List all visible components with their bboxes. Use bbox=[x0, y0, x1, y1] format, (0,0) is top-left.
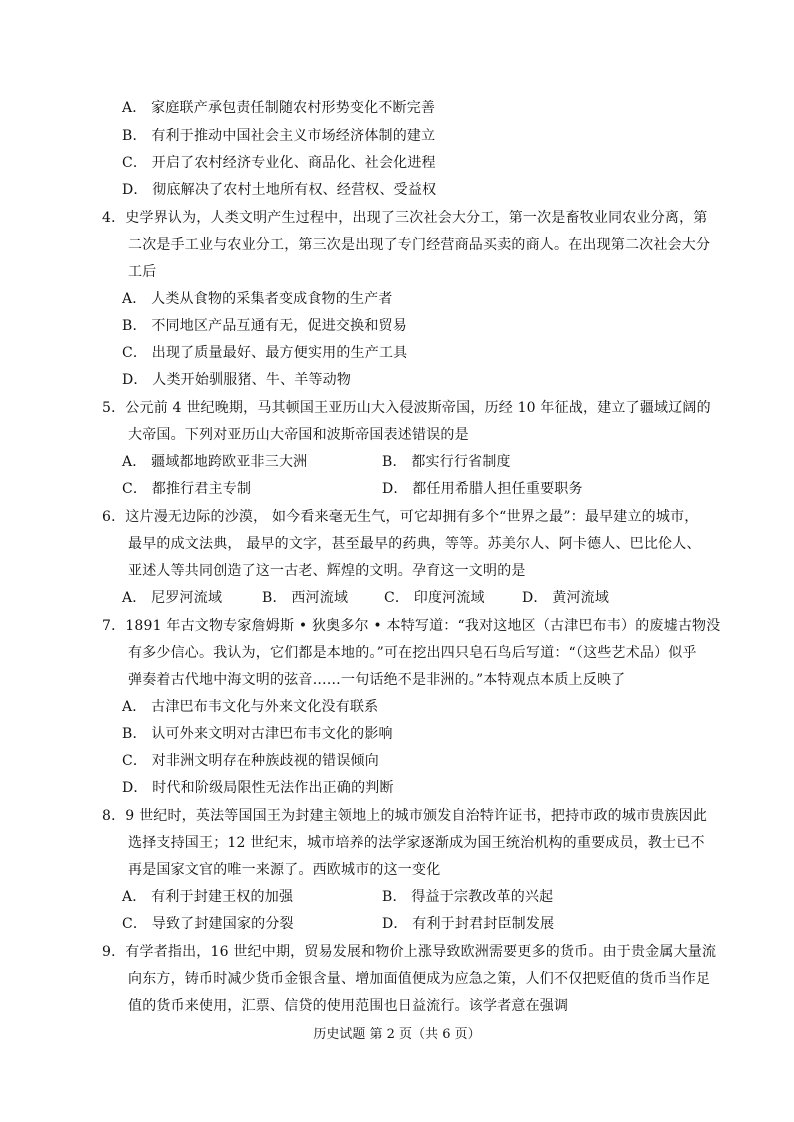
q9-stem-line-3: 值的货币来使用，汇票、信贷的使用范围也日益流行。该学者意在强调 bbox=[128, 998, 569, 1014]
q7-stem-line-2: 有多少信心。我认为，它们都是本地的。”可在挖出四只皂石鸟后写道：“（这些艺术品）似乎 bbox=[128, 645, 697, 661]
q7-option-c: C． 对非洲文明存在种族歧视的错误倾向 bbox=[122, 753, 379, 769]
q4-option-d: D． 人类开始驯服猪、牛、羊等动物 bbox=[122, 372, 352, 388]
q8-stem-line-3: 再是国家文官的唯一来源了。西欧城市的这一变化 bbox=[128, 862, 441, 878]
q3-option-b: B． 有利于推动中国社会主义市场经济体制的建立 bbox=[122, 128, 436, 144]
q4-option-b: B． 不同地区产品互通有无，促进交换和贸易 bbox=[122, 318, 407, 334]
q3-option-c: C． 开启了农村经济专业化、商品化、社会化进程 bbox=[122, 155, 436, 171]
q4-stem-line-2: 二次是手工业与农业分工，第三次是出现了专门经营商品买卖的商人。在出现第二次社会大分 bbox=[128, 237, 711, 253]
q8-option-c: C． 导致了封建国家的分裂 bbox=[122, 916, 294, 932]
q3-option-d: D． 彻底解决了农村土地所有权、经营权、受益权 bbox=[122, 182, 437, 198]
q6-options-row bbox=[122, 585, 662, 611]
q5-option-a: A． 疆域都地跨欧亚非三大洲 bbox=[122, 454, 308, 470]
q4-stem-line-1: 4．史学界认为，人类文明产生过程中，出现了三次社会大分工，第一次是畜牧业同农业分离，第 bbox=[102, 210, 708, 226]
q6-stem-line-3: 亚述人等共同创造了这一古老、辉煌的文明。孕育这一文明的是 bbox=[128, 563, 526, 579]
q6-option-a: A． 尼罗河流域 bbox=[122, 590, 223, 606]
q6-option-d: D． 黄河流域 bbox=[522, 590, 610, 606]
q8-option-a: A． 有利于封建王权的加强 bbox=[122, 889, 294, 905]
q3-option-a: A． 家庭联产承包责任制随农村形势变化不断完善 bbox=[122, 100, 436, 116]
q6-stem-line-2: 最早的成文法典， 最早的文字，甚至最早的药典，等等。苏美尔人、阿卡德人、巴比伦人、 bbox=[128, 536, 701, 552]
q5-option-c: C． 都推行君主专制 bbox=[122, 481, 252, 497]
q8-stem-line-2: 选择支持国王；12 世纪末，城市培养的法学家逐渐成为国王统治机构的重要成员，教士已不 bbox=[128, 835, 705, 851]
q8-option-b: B． 得益于宗教改革的兴起 bbox=[382, 889, 554, 905]
q9-stem-line-2: 向东方，铸币时减少货币金银含量、增加面值便成为应急之策，人们不仅把贬值的货币当作足 bbox=[128, 971, 711, 987]
q6-stem-line-1: 6．这片漫无边际的沙漠， 如今看来毫无生气，可它却拥有多个“世界之最”：最早建立的城市， bbox=[102, 509, 699, 525]
q7-option-d: D． 时代和阶级局限性无法作出正确的判断 bbox=[122, 780, 394, 796]
q5-stem-line-1: 5．公元前 4 世纪晚期，马其顿国王亚历山大入侵波斯帝国，历经 10 年征战，建立了疆域辽阔的 bbox=[102, 400, 711, 416]
q7-stem-line-3: 弹奏着古代地中海文明的弦音……一句话绝不是非洲的。”本特观点本质上反映了 bbox=[128, 672, 626, 688]
q5-option-b: B． 都实行行省制度 bbox=[382, 454, 511, 470]
q5-stem-line-2: 大帝国。下列对亚历山大帝国和波斯帝国表述错误的是 bbox=[128, 427, 469, 443]
q5-option-d: D． 都任用希腊人担任重要职务 bbox=[382, 481, 583, 497]
page-footer: 历史试题 第 2 页（共 6 页） bbox=[313, 1027, 481, 1042]
q6-option-b: B． 西河流域 bbox=[262, 590, 349, 606]
q7-stem-line-1: 7．1891 年古文物专家詹姆斯 • 狄奥多尔 • 本特写道：“我对这地区（古津巴布韦）的废墟古物没 bbox=[102, 618, 721, 634]
q8-option-d: D． 有利于封君封臣制发展 bbox=[382, 916, 555, 932]
q4-stem-line-3: 工后 bbox=[128, 264, 157, 280]
q8-stem-line-1: 8．9 世纪时，英法等国国王为封建主领地上的城市颁发自治特许证书，把持市政的城市贵族因此 bbox=[102, 808, 708, 824]
q4-option-c: C． 出现了质量最好、最方便实用的生产工具 bbox=[122, 345, 408, 361]
q7-option-b: B． 认可外来文明对古津巴布韦文化的影响 bbox=[122, 726, 393, 742]
q7-option-a: A． 古津巴布韦文化与外来文化没有联系 bbox=[122, 699, 379, 715]
q4-option-a: A． 人类从食物的采集者变成食物的生产者 bbox=[122, 291, 393, 307]
q6-option-c: C． 印度河流域 bbox=[384, 590, 485, 606]
q9-stem-line-1: 9．有学者指出，16 世纪中期，贸易发展和物价上涨导致欧洲需要更多的货币。由于贵金属大量流 bbox=[102, 944, 717, 960]
